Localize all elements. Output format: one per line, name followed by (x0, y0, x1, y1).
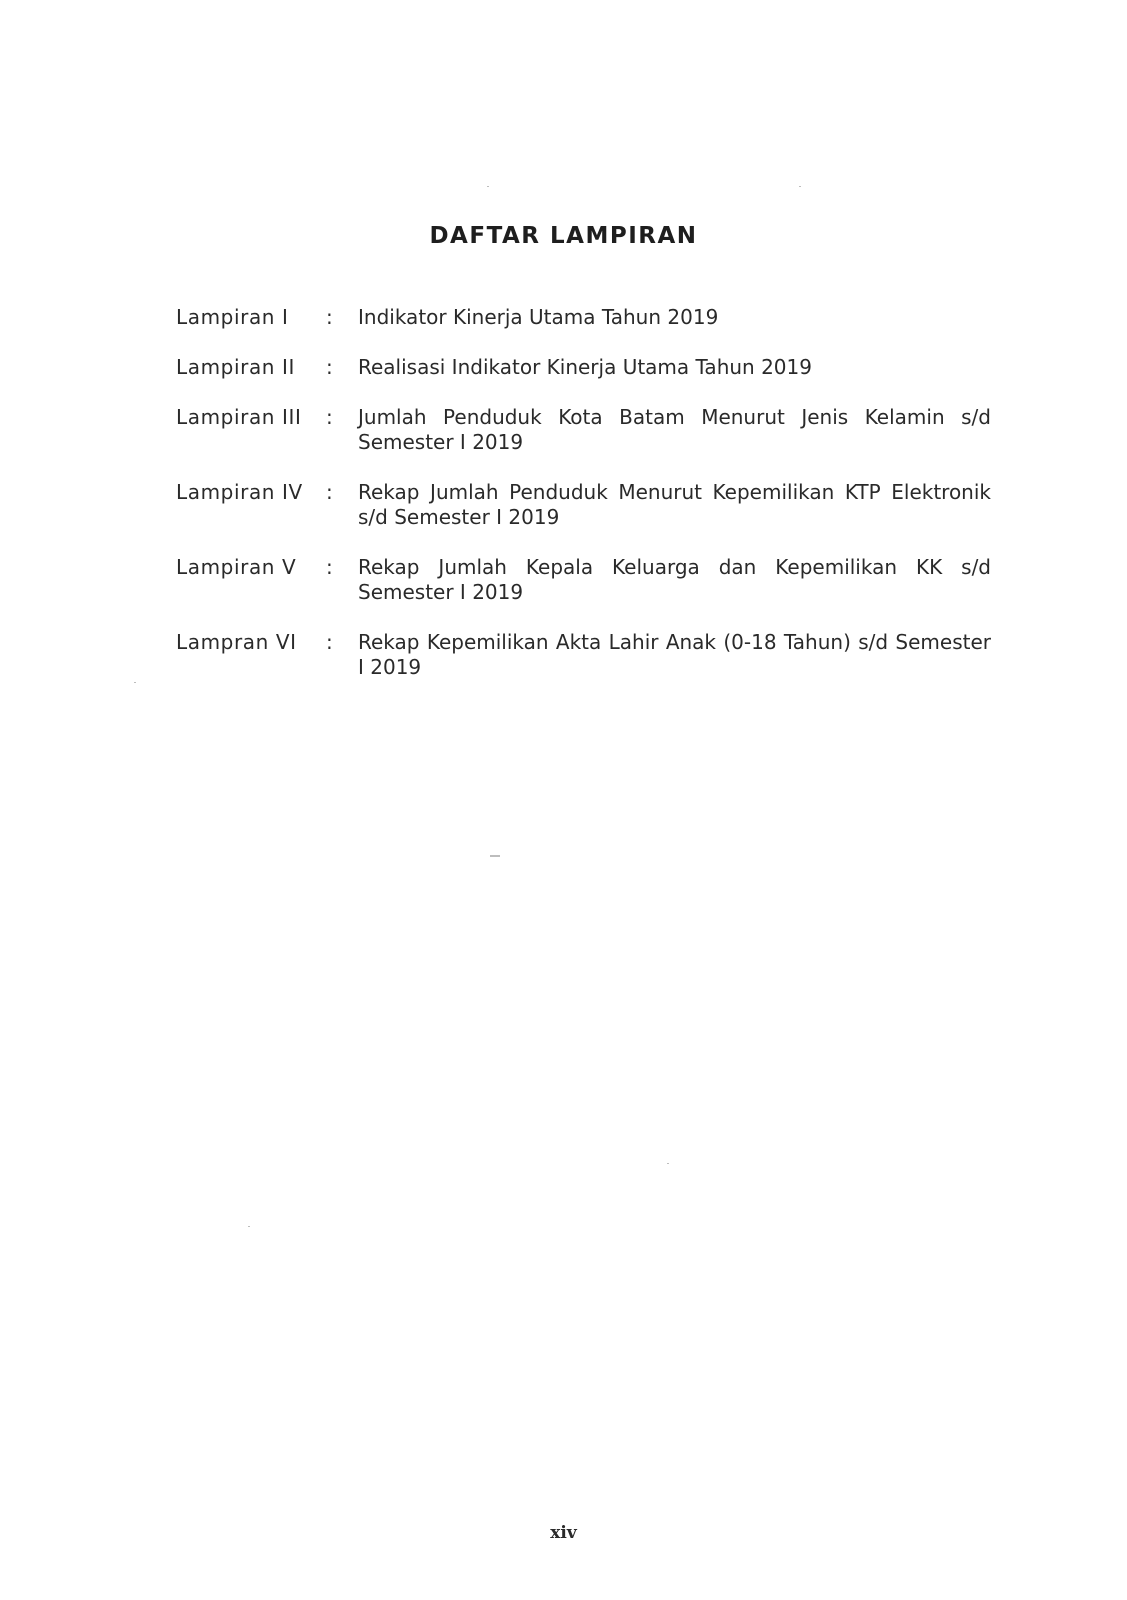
lampiran-label: Lampiran III (176, 405, 302, 429)
lampiran-label: Lampiran IV (176, 480, 303, 504)
lampiran-separator: : (326, 555, 333, 579)
scan-speck (667, 1163, 669, 1164)
lampiran-item (176, 405, 991, 455)
lampiran-separator: : (326, 630, 333, 654)
lampiran-separator: : (326, 405, 333, 429)
scan-speck (248, 1226, 250, 1227)
lampiran-separator: : (326, 480, 333, 504)
lampiran-label: Lampiran I (176, 305, 289, 329)
lampiran-description: Rekap Kepemilikan Akta Lahir Anak (0-18 Tahun) s/d Semester I 2019 (358, 630, 991, 679)
page-title: DAFTAR LAMPIRAN (429, 223, 698, 249)
lampiran-item (176, 355, 991, 380)
lampiran-separator: : (326, 305, 333, 329)
lampiran-list (176, 305, 991, 705)
lampiran-item (176, 480, 991, 530)
lampiran-description: Indikator Kinerja Utama Tahun 2019 (358, 305, 719, 329)
page-number: xiv (550, 1523, 577, 1543)
lampiran-description: Realisasi Indikator Kinerja Utama Tahun 2019 (358, 355, 812, 379)
lampiran-item (176, 555, 991, 605)
scan-speck (487, 186, 489, 187)
lampiran-item (176, 305, 991, 330)
lampiran-description: Rekap Jumlah Penduduk Menurut Kepemilikan KTP Elektronik s/d Semester I 2019 (358, 480, 991, 529)
scan-speck (134, 682, 136, 683)
lampiran-label: Lampiran V (176, 555, 297, 579)
lampiran-description: Jumlah Penduduk Kota Batam Menurut Jenis Kelamin s/d Semester I 2019 (358, 405, 991, 454)
scan-speck (490, 855, 500, 857)
scan-speck (799, 186, 801, 187)
lampiran-label: Lampiran II (176, 355, 296, 379)
lampiran-label: Lampran VI (176, 630, 297, 654)
lampiran-separator: : (326, 355, 333, 379)
lampiran-item (176, 630, 991, 680)
lampiran-description: Rekap Jumlah Kepala Keluarga dan Kepemilikan KK s/d Semester I 2019 (358, 555, 991, 604)
